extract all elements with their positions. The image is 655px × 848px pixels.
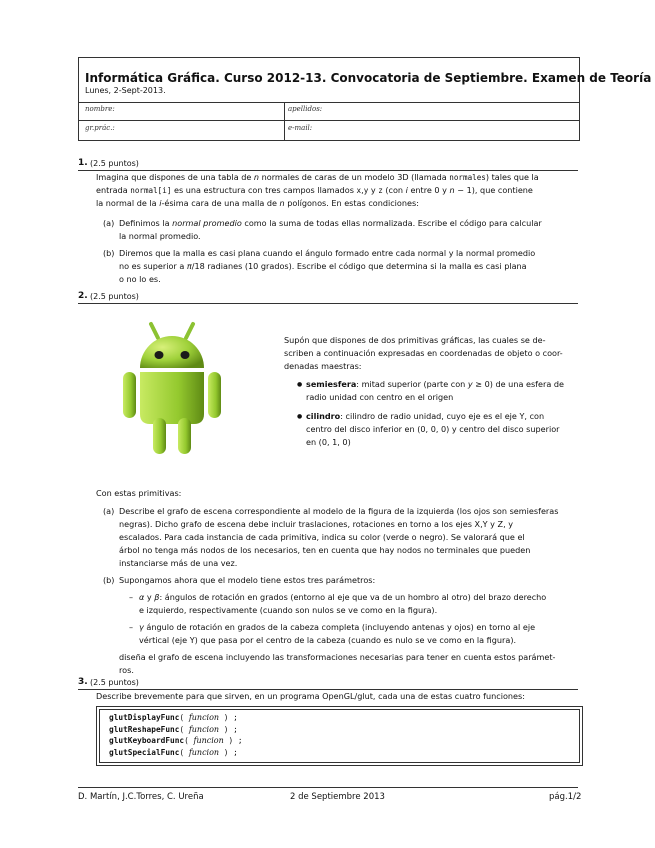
- text-line: Supón que dispones de dos primitivas gráficas, las cuales se de-: [284, 335, 546, 345]
- text-line: árbol no tenga más nodos de los necesarios, ten en cuenta que hay nodos no terminales que pueden: [119, 545, 531, 555]
- text-line: scriben a continuación expresadas en coordenadas de objeto o coor-: [284, 348, 563, 358]
- italic-term: γ: [139, 622, 144, 632]
- question-1-item-label: (a): [103, 218, 115, 228]
- function-name: glutSpecialFunc: [109, 747, 180, 757]
- dash-icon: –: [129, 592, 134, 602]
- italic-term: n: [279, 198, 285, 208]
- text-line: en (0, 1, 0): [306, 437, 351, 447]
- question-1-header: [78, 158, 578, 171]
- italic-term: i: [159, 198, 162, 208]
- question-number: 2.: [78, 291, 88, 301]
- function-argument: funcion: [188, 724, 220, 734]
- text-line: α y β: ángulos de rotación en grados (entorno al eje que va de un hombro al otro) del brazo derecho: [139, 592, 547, 602]
- function-name: glutKeyboardFunc: [109, 736, 185, 745]
- primitive-description: [306, 410, 581, 449]
- question-number: 3.: [78, 677, 88, 687]
- code-punct: (: [179, 747, 189, 757]
- code-term: normales: [449, 173, 486, 182]
- footer-authors: D. Martín, J.C.Torres, C. Ureña: [78, 792, 204, 802]
- question-2-item: [119, 574, 579, 587]
- function-name: glutDisplayFunc: [109, 713, 180, 722]
- footer-date: 2 de Septiembre 2013: [290, 792, 385, 802]
- question-2-item-label: (a): [103, 506, 115, 516]
- text-line: γ ángulo de rotación en grados de la cabeza completa (incluyendo antenas y ojos) en torno al eje: [139, 622, 536, 632]
- bold-term: cilindro: [306, 411, 341, 421]
- code-punct: (: [184, 736, 194, 745]
- code-line: [109, 748, 238, 757]
- text-line: Describe el grafo de escena correspondiente al modelo de la figura de la izquierda (los ojos son semiesferas: [119, 506, 559, 516]
- code-term: x: [356, 186, 362, 195]
- code-punct: (: [179, 724, 189, 734]
- text-line: entrada normal[i] es una estructura con tres campos llamados x,y y z (con i entre 0 y n − 1), que contiene: [96, 185, 533, 195]
- dash-icon: –: [129, 622, 134, 632]
- text-line: diseña el grafo de escena incluyendo las transformaciones necesarias para tener en cuenta estos parámet-: [119, 652, 556, 662]
- field-email: e-mail:: [288, 124, 313, 132]
- function-argument: funcion: [188, 747, 220, 757]
- text-line: Imagina que dispones de una tabla de n normales de caras de un modelo 3D (llamada normales) tales que la: [96, 172, 539, 182]
- question-2-item-label: (b): [103, 575, 115, 585]
- italic-term: n: [449, 185, 455, 195]
- parameter-description: [139, 621, 581, 647]
- parameter-description: [139, 591, 581, 617]
- field-nombre: nombre:: [85, 105, 115, 113]
- question-2-closing: [119, 651, 581, 677]
- function-name: glutReshapeFunc: [109, 724, 180, 734]
- question-1-item: [119, 217, 579, 243]
- code-line: [109, 725, 238, 734]
- text-line: no es superior a π/18 radianes (10 grados). Escribe el código que determina si la malla es casi plana: [119, 261, 527, 271]
- field-grprac: gr.prác.:: [85, 124, 115, 132]
- code-term: z: [378, 186, 383, 195]
- footer-page: pág.1/2: [549, 792, 582, 802]
- header-vertical-divider: [284, 102, 285, 140]
- italic-term: α: [139, 592, 145, 602]
- text-line: o no lo es.: [119, 274, 161, 284]
- exam-title: Informática Gráfica. Curso 2012-13. Convocatoria de Septiembre. Examen de Teoría: [85, 71, 652, 85]
- text-line: ros.: [119, 665, 134, 675]
- question-2-with-text: [96, 487, 581, 500]
- function-argument: funcion: [188, 713, 220, 722]
- question-1-item: [119, 247, 579, 286]
- text-line: Supongamos ahora que el modelo tiene estos tres parámetros:: [119, 575, 376, 585]
- text-line: cilindro: cilindro de radio unidad, cuyo eje es el eje Y, con: [306, 411, 545, 421]
- code-term: y: [363, 186, 369, 195]
- header-box: [78, 57, 652, 141]
- italic-term: π: [186, 261, 192, 271]
- question-points: (2.5 puntos): [90, 159, 139, 168]
- text-line: centro del disco inferior en (0, 0, 0) y centro del disco superior: [306, 424, 560, 434]
- code-box: [96, 706, 583, 766]
- text-line: instanciarse más de una vez.: [119, 558, 238, 568]
- header-divider: [79, 102, 579, 103]
- bullet-icon: ●: [297, 381, 303, 388]
- italic-term: y: [467, 379, 473, 389]
- question-3-intro-text: Describe brevemente para que sirven, en un programa OpenGL/glut, cada una de estas cuatro funciones:: [96, 691, 525, 701]
- text-line: Definimos la normal promedio como la suma de todas ellas normalizada. Escribe el código para calcular: [119, 218, 542, 228]
- primitive-description: [306, 378, 581, 404]
- with-primitives-text: Con estas primitivas:: [96, 488, 182, 498]
- text-line: la normal de la i-ésima cara de una malla de n polígonos. En estas condiciones:: [96, 198, 419, 208]
- question-number: 1.: [78, 158, 88, 168]
- bold-term: semiesfera: [306, 379, 357, 389]
- code-line: [109, 736, 243, 745]
- code-punct: (: [179, 713, 189, 722]
- text-line: negras). Dicho grafo de escena debe incluir traslaciones, rotaciones en torno a los ejes X,Y y Z, y: [119, 519, 514, 529]
- italic-term: n: [253, 172, 260, 182]
- question-1-item-label: (b): [103, 248, 115, 258]
- text-line: escalados. Para cada instancia de cada primitiva, indica su color (verde o negro). Se valorará que el: [119, 532, 525, 542]
- android-robot-icon: [118, 318, 228, 466]
- code-punct: ) ;: [219, 724, 238, 734]
- text-line: e izquierdo, respectivamente (cuando son nulos se ve como en la figura).: [139, 605, 438, 615]
- text-line: denadas maestras:: [284, 361, 362, 371]
- code-punct: ) ;: [223, 736, 243, 745]
- bullet-icon: ●: [297, 413, 303, 420]
- code-punct: ) ;: [219, 747, 238, 757]
- question-points: (2.5 puntos): [90, 292, 139, 301]
- text-line: semiesfera: mitad superior (parte con y ≥ 0) de una esfera de: [306, 379, 564, 389]
- question-points: (2.5 puntos): [90, 678, 139, 687]
- code-punct: ) ;: [219, 713, 238, 722]
- text-line: Diremos que la malla es casi plana cuando el ángulo formado entre cada normal y la normal promedio: [119, 248, 536, 258]
- italic-term: normal promedio: [172, 218, 242, 228]
- exam-date: Lunes, 2-Sept-2013.: [85, 86, 166, 95]
- function-argument: funcion: [193, 736, 224, 745]
- code-term: normal[i]: [130, 186, 172, 195]
- text-line: vértical (eje Y) que pasa por el centro de la cabeza (cuando es nulo se ve como en la figura).: [139, 635, 517, 645]
- field-apellidos: apellidos:: [288, 105, 323, 113]
- text-line: radio unidad con centro en el origen: [306, 392, 454, 402]
- footer-divider: [78, 787, 578, 788]
- question-3-header: [78, 677, 578, 690]
- question-2-primitives: [284, 334, 581, 447]
- code-line: [109, 713, 238, 722]
- italic-term: β: [154, 592, 160, 602]
- question-1-intro: [96, 171, 581, 210]
- header-divider: [79, 120, 579, 121]
- text-line: la normal promedio.: [119, 231, 201, 241]
- question-2-header: [78, 291, 578, 304]
- question-3-intro: [96, 690, 581, 703]
- question-2-item: [119, 505, 579, 570]
- italic-term: i: [405, 185, 408, 195]
